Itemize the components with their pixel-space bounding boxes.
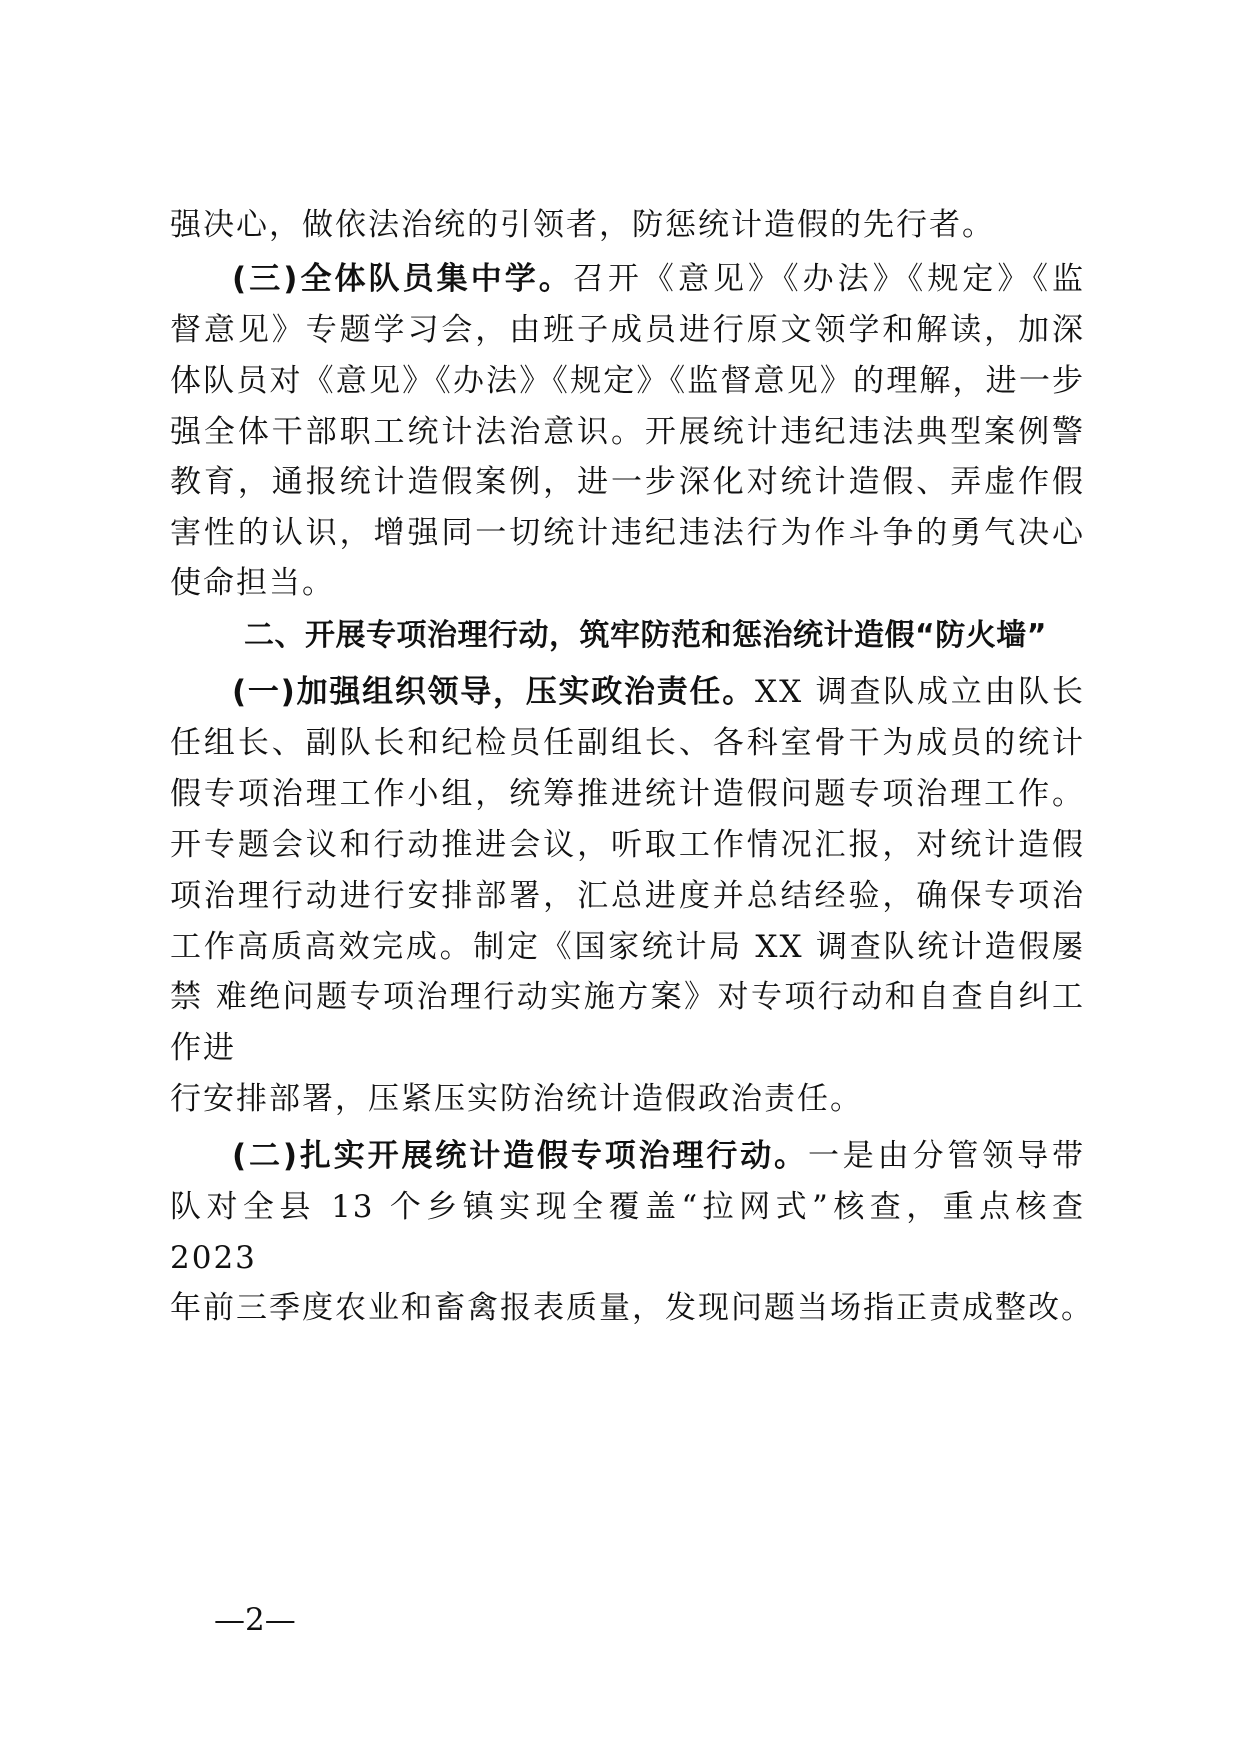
paragraph-line: 体队员对《意见》《办法》《规定》《监督意见》的理解，进一步 bbox=[170, 363, 1085, 399]
paragraph-line: 害性的认识，增强同一切统计违纪违法行为作斗争的勇气决心 bbox=[170, 515, 1085, 551]
section-heading: 二、开展专项治理行动，筑牢防范和惩治统计造假“防火墙” bbox=[244, 618, 1047, 653]
bold-lead: (一)加强组织领导，压实政治责任。 bbox=[232, 674, 756, 710]
paragraph-line bbox=[232, 672, 1085, 712]
paragraph-line: 假专项治理工作小组，统筹推进统计造假问题专项治理工作。 bbox=[170, 776, 1085, 812]
paragraph-line: 使命担当。 bbox=[170, 565, 335, 601]
paragraph-line bbox=[232, 259, 1085, 299]
paragraph-line: 教育，通报统计造假案例，进一步深化对统计造假、弄虚作假 bbox=[170, 464, 1085, 500]
paragraph-line bbox=[232, 1136, 1085, 1176]
paragraph-line: 开专题会议和行动推进会议，听取工作情况汇报，对统计造假 bbox=[170, 827, 1085, 863]
paragraph-line: 工作高质高效完成。制定《国家统计局 XX 调查队统计造假屡 bbox=[170, 929, 1085, 965]
paragraph-line: 2023 bbox=[170, 1240, 257, 1276]
paragraph-line: 队对全县 13 个乡镇实现全覆盖“拉网式”核查，重点核查 bbox=[170, 1189, 1085, 1225]
paragraph-text: XX 调查队成立由队长 bbox=[755, 674, 1085, 710]
bold-lead: (二)扎实开展统计造假专项治理行动。 bbox=[232, 1138, 808, 1174]
paragraph-line: 项治理行动进行安排部署，汇总进度并总结经验，确保专项治 bbox=[170, 878, 1085, 914]
paragraph-line: 作进 bbox=[170, 1030, 236, 1066]
page-number: —2— bbox=[214, 1602, 296, 1638]
paragraph-line: 禁 难绝问题专项治理行动实施方案》对专项行动和自查自纠工 bbox=[170, 979, 1085, 1015]
paragraph-line: 任组长、副队长和纪检员任副组长、各科室骨干为成员的统计 bbox=[170, 725, 1085, 761]
paragraph-line: 年前三季度农业和畜禽报表质量，发现问题当场指正责成整改。 bbox=[170, 1290, 1094, 1326]
bold-lead: (三)全体队员集中学。 bbox=[232, 261, 573, 297]
paragraph-line: 行安排部署，压紧压实防治统计造假政治责任。 bbox=[170, 1081, 863, 1117]
paragraph-text: 召开《意见》《办法》《规定》《监 bbox=[572, 261, 1085, 297]
paragraph-line: 强决心，做依法治统的引领者，防惩统计造假的先行者。 bbox=[170, 207, 995, 243]
paragraph-line: 督意见》专题学习会，由班子成员进行原文领学和解读，加深 bbox=[170, 312, 1085, 348]
paragraph-text: 一是由分管领导带 bbox=[807, 1138, 1085, 1174]
paragraph-line: 强全体干部职工统计法治意识。开展统计违纪违法典型案例警 bbox=[170, 414, 1085, 450]
